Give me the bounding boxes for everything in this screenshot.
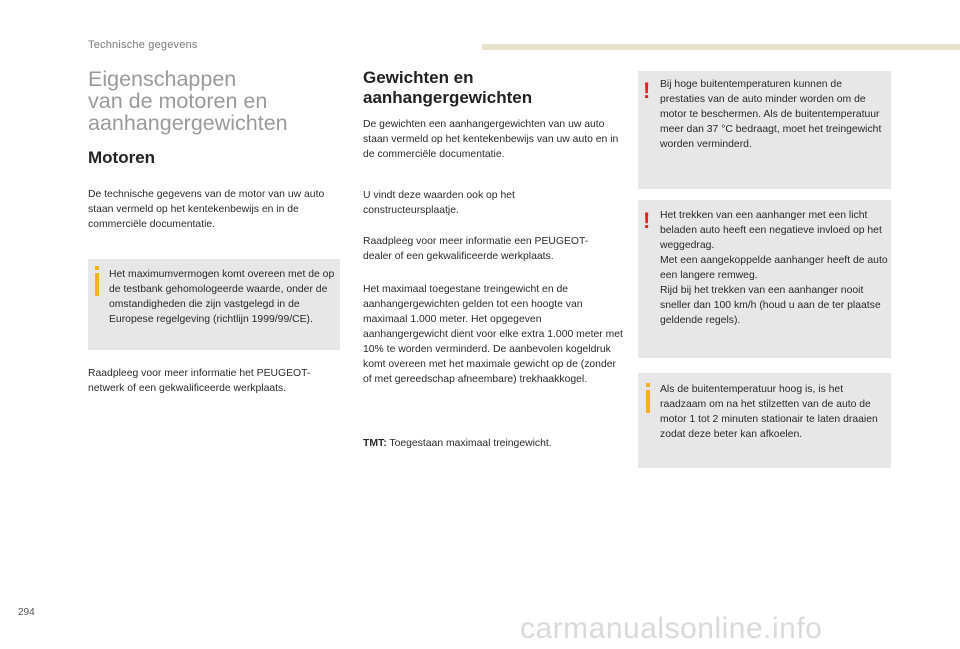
gewichten-paragraph-2: U vindt deze waarden ook op het constructeursplaatje. <box>363 190 515 216</box>
gewichten-heading-line-1: Gewichten en <box>363 68 474 87</box>
page-title-line-1: Eigenschappen <box>88 67 237 91</box>
towing-line-2: Met een aangekoppelde aanhanger heeft de auto een langere remweg. <box>660 255 888 281</box>
warning-box-temperature-text: Bij hoge buitentemperaturen kunnen de prestaties van de auto minder worden om de motor te beschermen. Als de buitentemperatuur meer dan 37 °C bedraagt, moet het treingewicht worden verminderd. <box>660 79 882 150</box>
info-box-cooling <box>638 373 891 468</box>
gewichten-paragraph-3: Raadpleeg voor meer informatie een PEUGEOT-dealer of een gekwalificeerde werkplaats. <box>363 236 589 262</box>
page-number: 294 <box>18 607 35 618</box>
gewichten-heading-line-2: aanhangergewichten <box>363 88 533 107</box>
motoren-heading: Motoren <box>88 148 156 167</box>
info-box-cooling-text: Als de buitentemperatuur hoog is, is het raadzaam om na het stilzetten van de auto de motor 1 tot 2 minuten stationair te laten draaien zodat deze beter kan afkoelen. <box>660 384 878 440</box>
page-title <box>88 68 348 134</box>
info-box-motor <box>88 259 340 350</box>
tmt-label: TMT: <box>363 438 387 449</box>
gewichten-paragraph-4: Het maximaal toegestane treingewicht en de aanhangergewichten gelden tot een hoogte van maximaal 1.000 meter. Het opgegeven aanhangergewicht dient voor elke extra 1.000 meter met 10% te worden verminderd. De aanbevolen kogeldruk komt overeen met het maximale gewicht op de (zonder of met gereedschap afneembare) trekhaakkogel. <box>363 284 623 385</box>
info-icon <box>646 390 650 413</box>
page-title-line-2: van de motoren en <box>88 89 268 113</box>
towing-line-1: Het trekken van een aanhanger met een licht beladen auto heeft een negatieve invloed op het weggedrag. <box>660 210 882 251</box>
watermark: carmanualsonline.info <box>520 612 823 645</box>
section-title: Technische gegevens <box>88 39 198 51</box>
gewichten-paragraph-1: De gewichten een aanhangergewichten van uw auto staan vermeld op het kentekenbewijs van uw auto en in de commerciële documentatie. <box>363 119 619 160</box>
tmt-definition <box>363 436 623 451</box>
info-icon <box>95 273 99 296</box>
warning-icon: ! <box>643 208 651 233</box>
tmt-text: Toegestaan maximaal treingewicht. <box>386 438 552 449</box>
header-bar <box>482 44 960 50</box>
info-box-motor-text: Het maximumvermogen komt overeen met de op de testbank gehomologeerde waarde, onder de omstandigheden die zijn vastgelegd in de Europese regelgeving (richtlijn 1999/99/CE). <box>109 269 335 325</box>
gewichten-heading <box>363 68 613 108</box>
page-title-line-3: aanhangergewichten <box>88 111 288 135</box>
warning-icon: ! <box>643 78 651 103</box>
towing-line-3: Rijd bij het trekken van een aanhanger nooit sneller dan 100 km/h (houd u aan de ter plaatse geldende regels). <box>660 285 881 326</box>
motoren-intro: De technische gegevens van de motor van uw auto staan vermeld op het kentekenbewijs en in de commerciële documentatie. <box>88 189 325 230</box>
warning-box-temperature <box>638 71 891 189</box>
motoren-closing: Raadpleeg voor meer informatie het PEUGEOT-netwerk of een gekwalificeerde werkplaats. <box>88 368 311 394</box>
warning-box-towing <box>638 200 891 358</box>
warning-box-towing-text <box>660 208 888 328</box>
